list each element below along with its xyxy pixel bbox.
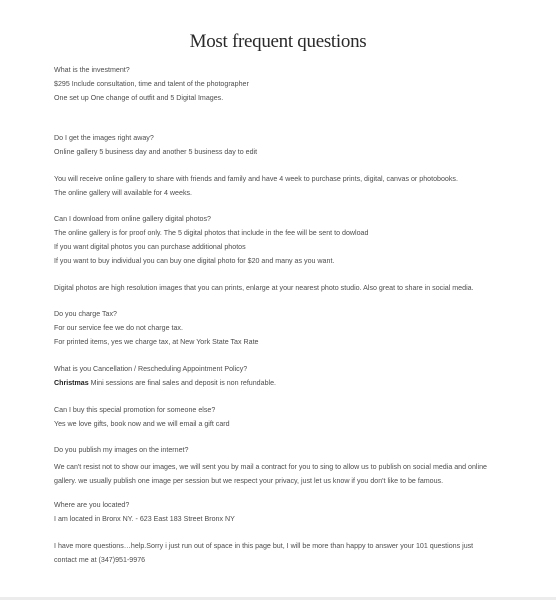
- faq-answer-images-2: You will receive online gallery to share with friends and family and have 4 week to purchase prints, digital, canvas or photobooks.: [54, 175, 458, 183]
- faq-question-images: Do I get the images right away?: [54, 134, 154, 142]
- faq-answer-promotion: Yes we love gifts, book now and we will email a gift card: [54, 420, 230, 428]
- more-questions-line-1: I have more questions…help.Sorry i just run out of space in this page but, I will be more than happy to answer your 101 questions just: [54, 542, 474, 550]
- page-title: Most frequent questions: [189, 31, 367, 52]
- faq-answer-images-1: Online gallery 5 business day and another 5 business day to edit: [54, 148, 258, 156]
- faq-question-download: Can I download from online gallery digital photos?: [54, 215, 211, 223]
- faq-question-location: Where are you located?: [54, 501, 130, 509]
- faq-answer-publish: We can't resist not to show our images, we will sent you by mail a contract for you to sing to allow us to publish on social media and online gallery. we usually publish one image per session but we respect your privacy, just let us know if you don't like to be famous.: [54, 463, 487, 485]
- faq-answer-download-3: If you want to buy individual you can buy one digital photo for $20 and many as you want.: [54, 257, 335, 265]
- cancellation-text: Mini sessions are final sales and deposit is non refundable.: [88, 379, 277, 387]
- faq-answer-cancellation: [54, 379, 524, 388]
- faq-answer-tax-2: For printed items, yes we charge tax, at New York State Tax Rate: [54, 338, 259, 346]
- faq-answer-download-4: Digital photos are high resolution images that you can prints, enlarge at your nearest photo studio. Also great to share in social media.: [54, 284, 474, 292]
- faq-question-promotion: Can I buy this special promotion for someone else?: [54, 406, 216, 414]
- more-questions-line-2: contact me at (347)951-9976: [54, 556, 146, 564]
- faq-answer-download-1: The online gallery is for proof only. The 5 digital photos that include in the fee will be sent to dowload: [54, 229, 369, 237]
- faq-answer-download-2: If you want digital photos you can purchase additional photos: [54, 243, 246, 251]
- faq-answer-tax-1: For our service fee we do not charge tax.: [54, 324, 183, 332]
- faq-question-tax: Do you charge Tax?: [54, 310, 117, 318]
- faq-question-investment: What is the investment?: [54, 66, 130, 74]
- faq-answer-location: I am located in Bronx NY. - 623 East 183 Street Bronx NY: [54, 515, 235, 523]
- faq-answer-investment-1: $295 Include consultation, time and talent of the photographer: [54, 80, 249, 88]
- faq-question-cancellation: What is you Cancellation / Rescheduling Appointment Policy?: [54, 365, 248, 373]
- christmas-label: Christmas: [54, 379, 89, 387]
- faq-question-publish: Do you publish my images on the internet?: [54, 446, 189, 454]
- faq-answer-images-3: The online gallery will available for 4 weeks.: [54, 189, 193, 197]
- faq-answer-investment-2: One set up One change of outfit and 5 Digital Images.: [54, 94, 224, 102]
